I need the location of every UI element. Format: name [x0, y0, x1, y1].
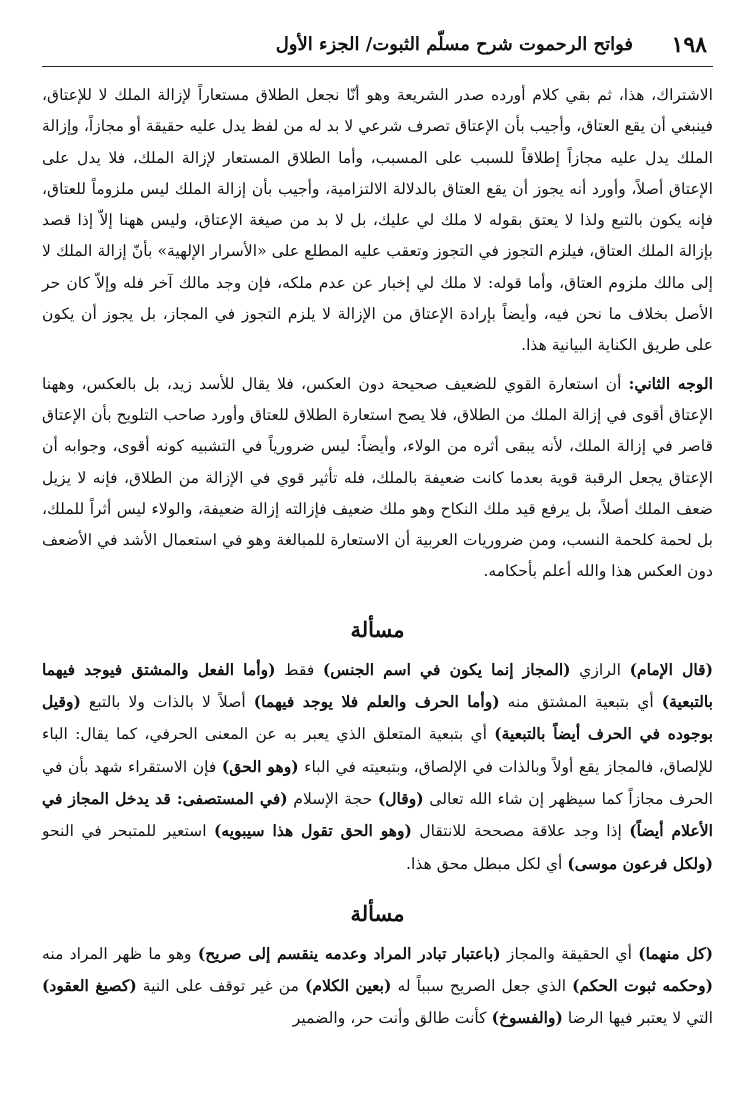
section-1-paragraph — [42, 654, 713, 880]
paragraph-2 — [42, 368, 713, 588]
sharh-text: فإن الاستقراء شهد بأن في الحرف مجازاً كما سيظهر إن شاء الله تعالى — [42, 757, 713, 808]
matn-text: (وحكمه ثبوت الحكم) — [572, 976, 713, 996]
matn-text: (وقيل بوجوده في الحرف أيضاً بالتبعية) — [42, 692, 713, 744]
section-heading-1: مسألة — [350, 616, 405, 642]
matn-text: (كل منهما) — [638, 943, 713, 963]
matn-text: (والفسوخ) — [491, 1008, 563, 1028]
matn-text: (في المستصفى: قد يدخل المجاز في الأعلام أيضاً) — [42, 788, 713, 841]
sharh-text: أي الحقيقة والمجاز — [500, 944, 639, 963]
running-title: فواتح الرحموت شرح مسلّم الثبوت/ الجزء الأول — [275, 34, 633, 55]
matn-text: (المجاز إنما يكون في اسم الجنس) — [322, 659, 571, 679]
matn-text: (كصيغ العقود) — [42, 976, 137, 996]
sharh-text: أي لكل مبطل محق هذا. — [406, 854, 568, 873]
page-number: ١٩٨ — [671, 32, 707, 58]
sharh-text: أي بتبعية المشتق منه — [499, 693, 662, 712]
sharh-text: من غير توقف على النية — [136, 977, 306, 996]
sharh-text: التي لا يعتبر فيها الرضا — [562, 1009, 713, 1028]
sharh-text: الذي جعل الصريح سبباً له — [391, 977, 573, 996]
matn-text: (ولكل فرعون موسى) — [567, 853, 713, 873]
matn-text: (وهو الحق تقول هذا سيبويه) — [214, 821, 412, 841]
paragraph-2-heading: الوجه الثاني: — [628, 373, 714, 393]
sharh-text: الرازي — [570, 660, 630, 679]
sharh-text: استعير للمتبحر في النحو — [42, 822, 215, 841]
sharh-text: إذا وجد علاقة مصححة للانتقال — [411, 822, 630, 841]
sharh-text: فقط — [275, 660, 323, 679]
paragraph-1: الاشتراك، هذا، ثم بقي كلام أورده صدر الشريعة وهو أنّا نجعل الطلاق مستعاراً لإزالة الملك لا للإعتاق، فينبغي أن يقع العتاق، وأجيب بأن الإعتاق تصرف شرعي لا بد له من لفظ يدل عليه حقيقة أو مجازاً، وإزالة الملك يدل عليه مجازاً إطلاقاً للسبب على المسبب، وأما الطلاق المستعار لإزالة الملك، فلا يدل على الإعتاق أصلاً، وأورد أنه يجوز أن يقع العتاق بالدلالة الالتزامية، وأجيب بأن إزالة الملك ليس ملزوماً للعتاق، فإنه يكون بالتبع ولذا لا يعتق بقوله لا ملك لي عليك، بل لا بد من صيغة الإعتاق، وليس ههنا إلاّ إذا قصد بإزالة الملك العتاق، فيلزم التجوز في التجوز وتعقب عليه المطلع على «الأسرار الإلهية» بأنّ إزالة الملك لا إلى مالك ملزوم العتاق، وأما قوله: لا ملك لي إخبار عن عدم ملكه، فإن وجد مالك آخر فله وإلاّ كان حر الأصل بخلاف ما نحن فيه، وأيضاً بإرادة الإعتاق من الإزالة لا يلزم التجوز في المجاز، بل يجوز أن يكون على طريق الكناية البيانية هذا. — [42, 86, 713, 355]
sharh-text: حجة الإسلام — [287, 789, 378, 808]
matn-text: (وأما الحرف والعلم فلا يوجد فيهما) — [253, 692, 500, 712]
sharh-text: وهو ما ظهر المراد منه — [42, 944, 198, 963]
paragraph-2-text: أن استعارة القوي للضعيف صحيحة دون العكس، فلا يقال للأسد زيد، بل بالعكس، وههنا الإعتاق أقوى في إزالة الملك من الطلاق، فلا يصح استعارة الطلاق للعتاق وأورد صاحب التلويح بأن الإعتاق قاصر في إزالة الملك، لأنه يبقى أثره من الولاء، وأيضاً: ليس ضرورياً في التشبيه كونه أقوى، وجوابه أن الإعتاق يجعل الرقبة قوية بعدما كانت ضعيفة بالملك، فله تأثير قوي في الإزالة من الطلاق، فإنه لا يزيل ضعف الملك أصلاً، بل يرفع قيد ملك النكاح وهو ملك ضعيف فإزالته إزالة ضعيفة، والولاء ليس أثراً للملك، بل لحمة كلحمة النسب، ومن ضروريات العربية أن الاستعارة للمبالغة وهو في استعمال الأشد في الأضعف دون العكس هذا والله أعلم بأحكامه. — [42, 374, 713, 581]
sharh-text: كأنت طالق وأنت حر، والضمير — [292, 1009, 492, 1028]
section-2-paragraph — [42, 938, 713, 1035]
matn-text: (وأما الفعل والمشتق فيوجد فيهما بالتبعية) — [42, 659, 713, 712]
matn-text: (وقال) — [377, 788, 424, 808]
matn-text: (بعين الكلام) — [305, 976, 392, 996]
page-body — [42, 80, 713, 1035]
sharh-text: أصلاً لا بالذات ولا بالتبع — [80, 693, 254, 712]
matn-text: (باعتبار تبادر المراد وعدمه ينقسم إلى صريح) — [197, 943, 501, 963]
page-header — [42, 30, 713, 67]
sharh-text: أي بتبعية المتعلق الذي يعبر به عن المعنى الحرفي، كما يقال: الباء للإلصاق، فالمجاز يقع أولاً وبالذات في الإلصاق، وبتبعيته في الباء — [42, 725, 713, 776]
section-heading-2: مسألة — [350, 900, 405, 926]
matn-text: (قال الإمام) — [629, 659, 713, 679]
matn-text: (وهو الحق) — [221, 756, 299, 776]
